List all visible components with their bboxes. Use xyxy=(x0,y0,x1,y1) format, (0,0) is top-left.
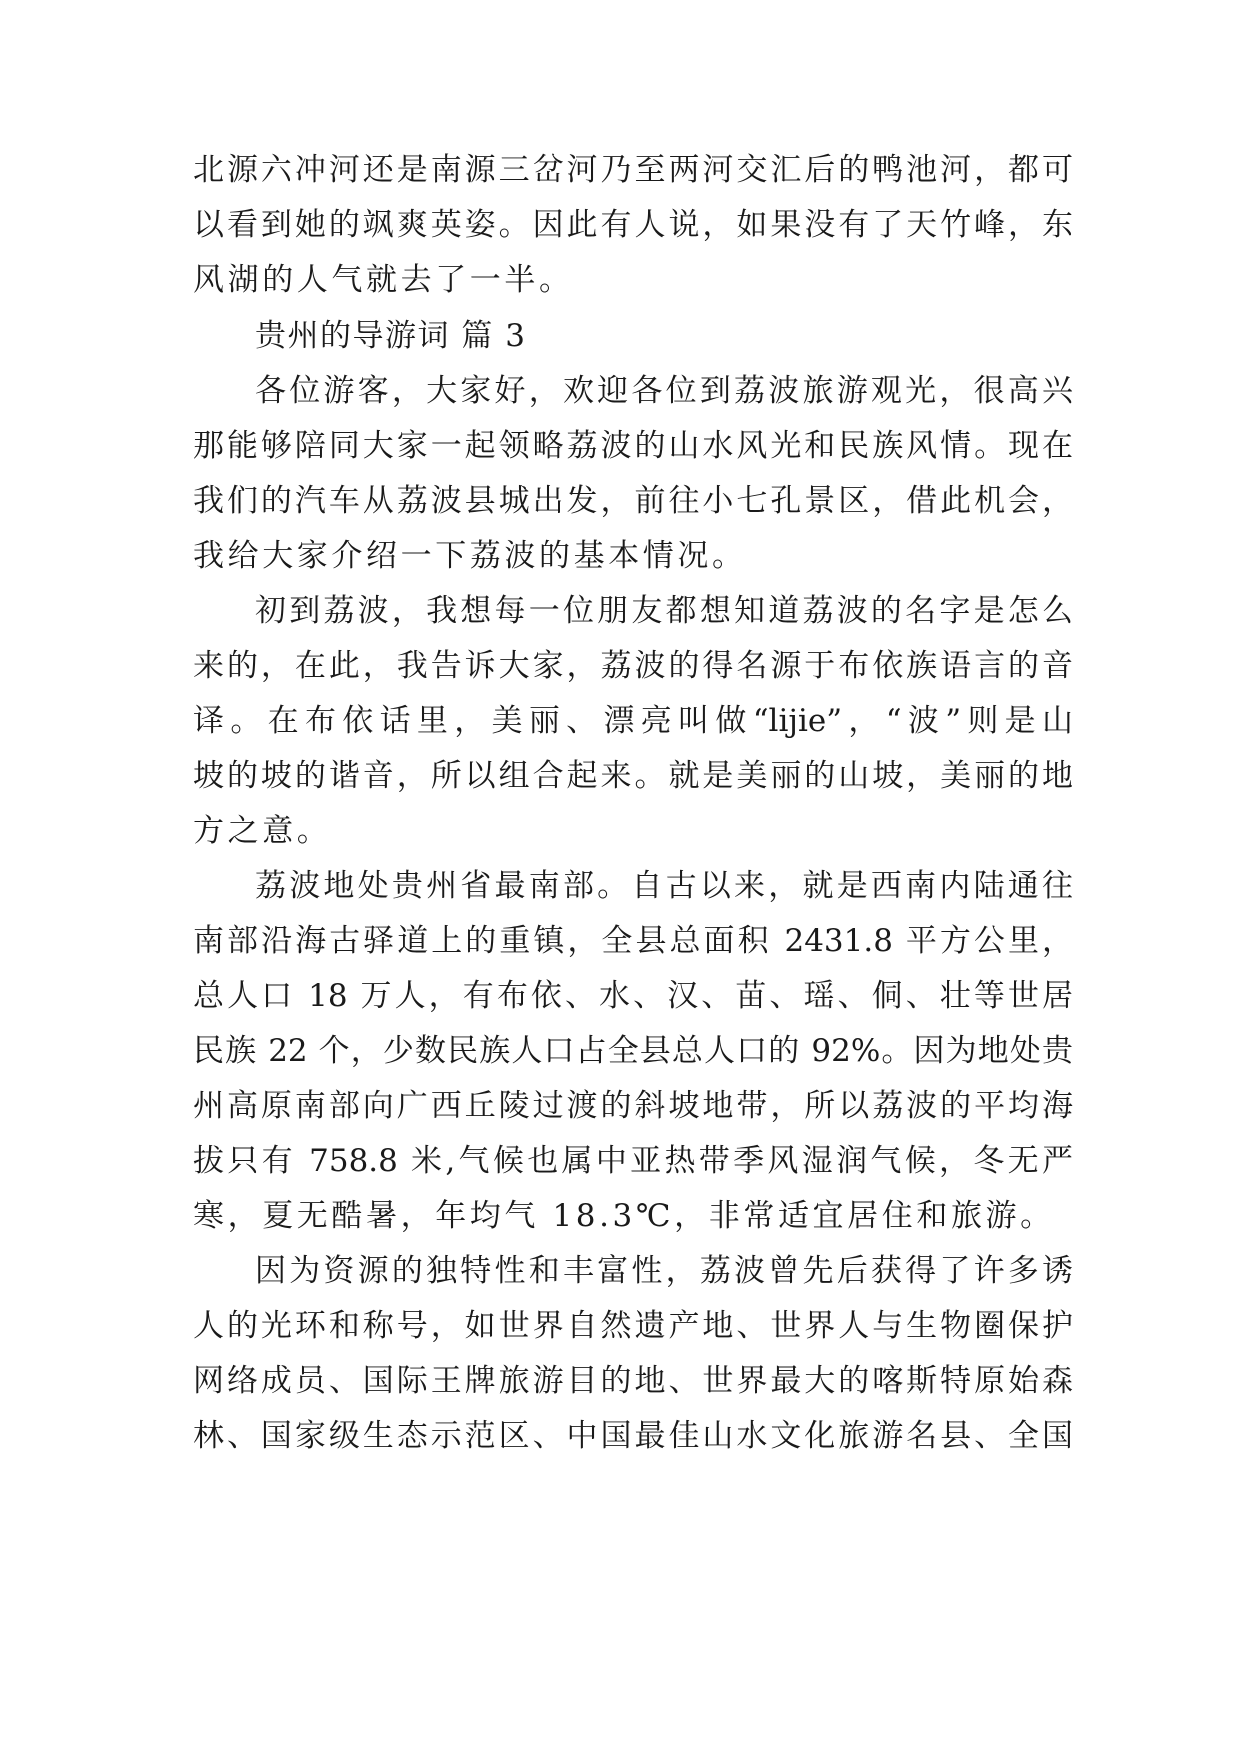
text-line: 拔只有 758.8 米,气候也属中亚热带季风湿润气候，冬无严 xyxy=(193,1143,1073,1179)
text-line: 荔波地处贵州省最南部。自古以来，就是西南内陆通往 xyxy=(255,868,1073,904)
section-heading: 贵州的导游词 篇 3 xyxy=(255,318,527,354)
text-line: 网络成员、国际王牌旅游目的地、世界最大的喀斯特原始森 xyxy=(193,1363,1073,1399)
text-line: 人的光环和称号，如世界自然遗产地、世界人与生物圈保护 xyxy=(193,1308,1073,1344)
text-line: 州高原南部向广西丘陵过渡的斜坡地带，所以荔波的平均海 xyxy=(193,1088,1073,1124)
text-line: 译。在布依话里，美丽、漂亮叫做“lijie”，“波”则是山 xyxy=(193,703,1073,739)
text-line: 南部沿海古驿道上的重镇，全县总面积 2431.8 平方公里， xyxy=(193,923,1073,959)
text-line: 以看到她的飒爽英姿。因此有人说，如果没有了天竹峰，东 xyxy=(193,207,1073,243)
text-line: 各位游客，大家好，欢迎各位到荔波旅游观光，很高兴 xyxy=(255,373,1073,409)
text-line: 林、国家级生态示范区、中国最佳山水文化旅游名县、全国 xyxy=(193,1418,1073,1454)
text-line: 我给大家介绍一下荔波的基本情况。 xyxy=(193,538,747,574)
text-line: 方之意。 xyxy=(193,813,332,849)
text-line: 总人口 18 万人，有布依、水、汉、苗、瑶、侗、壮等世居 xyxy=(193,978,1073,1014)
text-line: 我们的汽车从荔波县城出发，前往小七孔景区，借此机会， xyxy=(193,483,1073,519)
text-line: 因为资源的独特性和丰富性，荔波曾先后获得了许多诱 xyxy=(255,1253,1073,1289)
text-line: 寒，夏无酷暑，年均气 18.3℃，非常适宜居住和旅游。 xyxy=(193,1198,1055,1234)
text-line: 初到荔波，我想每一位朋友都想知道荔波的名字是怎么 xyxy=(255,593,1073,629)
text-line: 来的，在此，我告诉大家，荔波的得名源于布依族语言的音 xyxy=(193,648,1073,684)
text-line: 风湖的人气就去了一半。 xyxy=(193,262,574,298)
text-line: 北源六冲河还是南源三岔河乃至两河交汇后的鸭池河，都可 xyxy=(193,152,1073,188)
text-line: 民族 22 个，少数民族人口占全县总人口的 92%。因为地处贵 xyxy=(193,1033,1073,1069)
text-line: 坡的坡的谐音，所以组合起来。就是美丽的山坡，美丽的地 xyxy=(193,758,1073,794)
text-line: 那能够陪同大家一起领略荔波的山水风光和民族风情。现在 xyxy=(193,428,1073,464)
